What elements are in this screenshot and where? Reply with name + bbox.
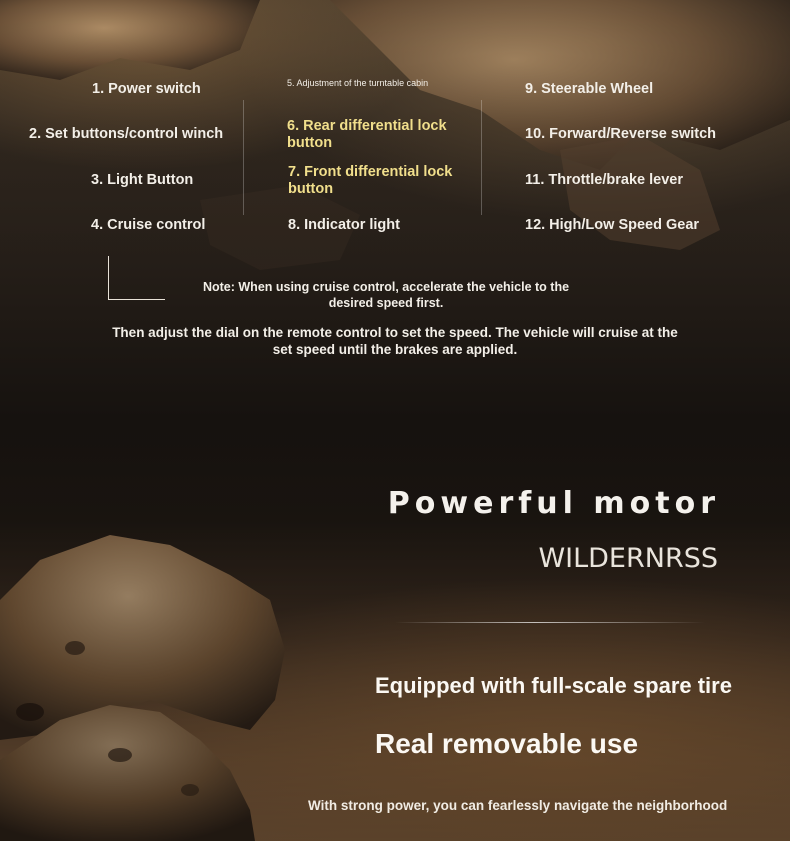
hero-title: Powerful motor	[387, 486, 720, 521]
control-label-12: 12. High/Low Speed Gear	[525, 217, 700, 233]
divider-line	[395, 622, 705, 623]
control-label-4: 4. Cruise control	[91, 217, 206, 233]
control-label-3: 3. Light Button	[91, 172, 194, 188]
cruise-note: Note: When using cruise control, accelerate the vehicle to the desired speed first.	[202, 280, 570, 310]
control-label-11: 11. Throttle/brake lever	[525, 172, 683, 188]
control-label-6: 6. Rear differential lock button	[287, 118, 447, 151]
control-label-5: 5. Adjustment of the turntable cabin	[287, 78, 429, 88]
control-label-2: 2. Set buttons/control winch	[29, 126, 224, 142]
feature-power-description: With strong power, you can fearlessly navigate the neighborhood	[308, 798, 728, 813]
hero-subtitle: WILDERNRSS	[538, 543, 718, 574]
control-label-8: 8. Indicator light	[288, 217, 400, 233]
feature-removable: Real removable use	[375, 728, 639, 759]
column-divider	[243, 100, 244, 215]
control-label-7: 7. Front differential lock button	[288, 164, 453, 197]
feature-spare-tire: Equipped with full-scale spare tire	[375, 673, 732, 698]
control-label-1: 1. Power switch	[92, 81, 201, 97]
control-label-9: 9. Steerable Wheel	[525, 81, 654, 97]
cruise-instructions: Then adjust the dial on the remote control to set the speed. The vehicle will cruise at the set speed until the brakes are applied.	[112, 325, 678, 357]
corner-bracket-decoration	[108, 256, 165, 300]
column-divider	[481, 100, 482, 215]
control-label-10: 10. Forward/Reverse switch	[525, 126, 716, 142]
